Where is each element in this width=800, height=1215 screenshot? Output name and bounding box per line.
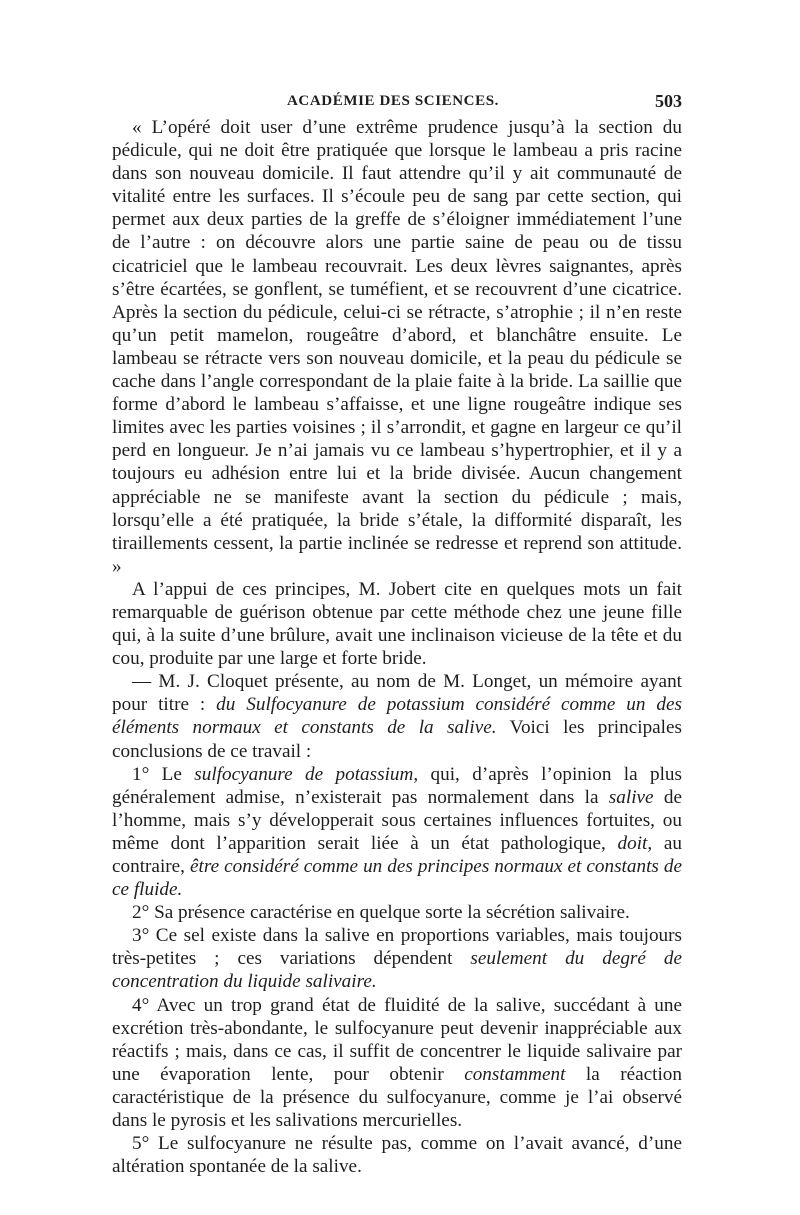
text-segment: 1° Le	[132, 763, 195, 785]
running-header	[112, 90, 682, 114]
text-segment: 3° Ce sel existe dans la salive en proportions variables, mais toujours très-petites ; ces variations dépendent	[112, 925, 682, 970]
paragraph	[112, 763, 682, 902]
italic-text-segment: salive	[608, 786, 654, 808]
paragraph	[112, 670, 682, 762]
text-segment: 2° Sa présence caractérise en quelque sorte la sécrétion salivaire.	[132, 902, 630, 924]
text-segment: 4° Avec un trop grand état de fluidité de la salive, succédant à une excrétion très-abondante, le sulfocyanure peut devenir inappréciable aux réactifs ; mais, dans ce cas, il suffit de concentrer le liquide salivaire par une évaporation lente, pour obtenir	[112, 994, 682, 1085]
text-segment: 5° Le sulfocyanure ne résulte pas, comme on l’avait avancé, d’une altération spontanée de la salive.	[112, 1133, 682, 1178]
italic-text-segment: être considéré comme un des principes normaux et constants de ce fluide.	[112, 856, 682, 901]
text-segment: de l’homme, mais s’y développerait sous certaines influences fortuites, ou même dont l’apparition serait liée à un état pathologique,	[112, 786, 682, 854]
italic-text-segment: sulfocyanure de potassium	[194, 763, 414, 785]
italic-text-segment: seulement du degré de concentration du liquide salivaire.	[112, 948, 682, 993]
text-segment: A l’appui de ces principes, M. Jobert cite en quelques mots un fait remarquable de guérison obtenue par cette méthode chez une jeune fille qui, à la suite d’une brûlure, avait une inclinaison vicieuse de la tête et du cou, produite par une large et forte bride.	[112, 578, 682, 670]
text-segment: la réaction caractéristique de la présence du sulfocyanure, comme je l’ai observé dans le pyrosis et les salivations mercurielles.	[112, 1063, 682, 1132]
book-page	[112, 90, 682, 1178]
running-title: ACADÉMIE DES SCIENCES.	[287, 93, 499, 109]
text-segment: « L’opéré doit user d’une extrême prudence jusqu’à la section du pédicule, qui ne doit être pratiquée que lorsque le lambeau a pris racine dans son nouveau domicile. Il faut attendre qu’il y ait communauté de vitalité entre les surfaces. Il s’écoule peu de sang par cette section, qui permet aux deux parties de la greffe de s’éloigner immédiatement l’une de l’autre : on découvre alors une partie saine de peau ou de tissu cicatriciel que le lambeau recouvrait. Les deux lèvres saignantes, après s’être écartées, se gonflent, se tuméfient, et se recouvrent d’une cicatrice. Après la section du pédicule, celui-ci se rétracte, s’atrophie ; il n’en reste qu’un petit mamelon, rougeâtre d’abord, et blanchâtre ensuite. Le lambeau se rétracte vers son nouveau domicile, et la peau du pédicule se cache dans l’angle correspondant de la plaie faite à la bride. La saillie que forme d’abord le lambeau s’affaisse, et une ligne rougeâtre indique ses limites avec les parties voisines ; il s’arrondit, et gagne en largeur ce qu’il perd en longueur. Je n’ai jamais vu ce lambeau s’hypertrophier, et il y a toujours eu adhésion entre lui et la bride divisée. Aucun changement appréciable ne se manifeste avant la section du pédicule ; mais, lorsqu’elle a été pratiquée, la bride s’étale, la difformité disparaît, les tiraillements cessent, la partie inclinée se redresse et reprend son attitude. »	[112, 117, 682, 577]
paragraph	[112, 1132, 682, 1178]
paragraph	[112, 924, 682, 993]
text-segment: — M. J. Cloquet présente, au nom de M. Longet, un mémoire ayant pour titre :	[112, 671, 682, 716]
page-number: 503	[655, 91, 682, 111]
paragraph	[112, 578, 682, 670]
paragraph	[112, 901, 682, 924]
text-segment: Voici les principales conclusions de ce travail :	[112, 717, 682, 762]
text-segment: , qui, d’après l’opinion la plus généralement admise, n’existerait pas normalement dans la	[112, 763, 682, 808]
italic-text-segment: du Sulfocyanure de potassium considéré comme un des éléments normaux et constants de la salive.	[112, 694, 682, 739]
body-text	[112, 116, 682, 1178]
paragraph	[112, 994, 682, 1133]
paragraph	[112, 116, 682, 578]
italic-text-segment: doit	[617, 832, 648, 854]
italic-text-segment: constamment	[464, 1063, 566, 1085]
text-segment: , au contraire,	[112, 832, 682, 877]
